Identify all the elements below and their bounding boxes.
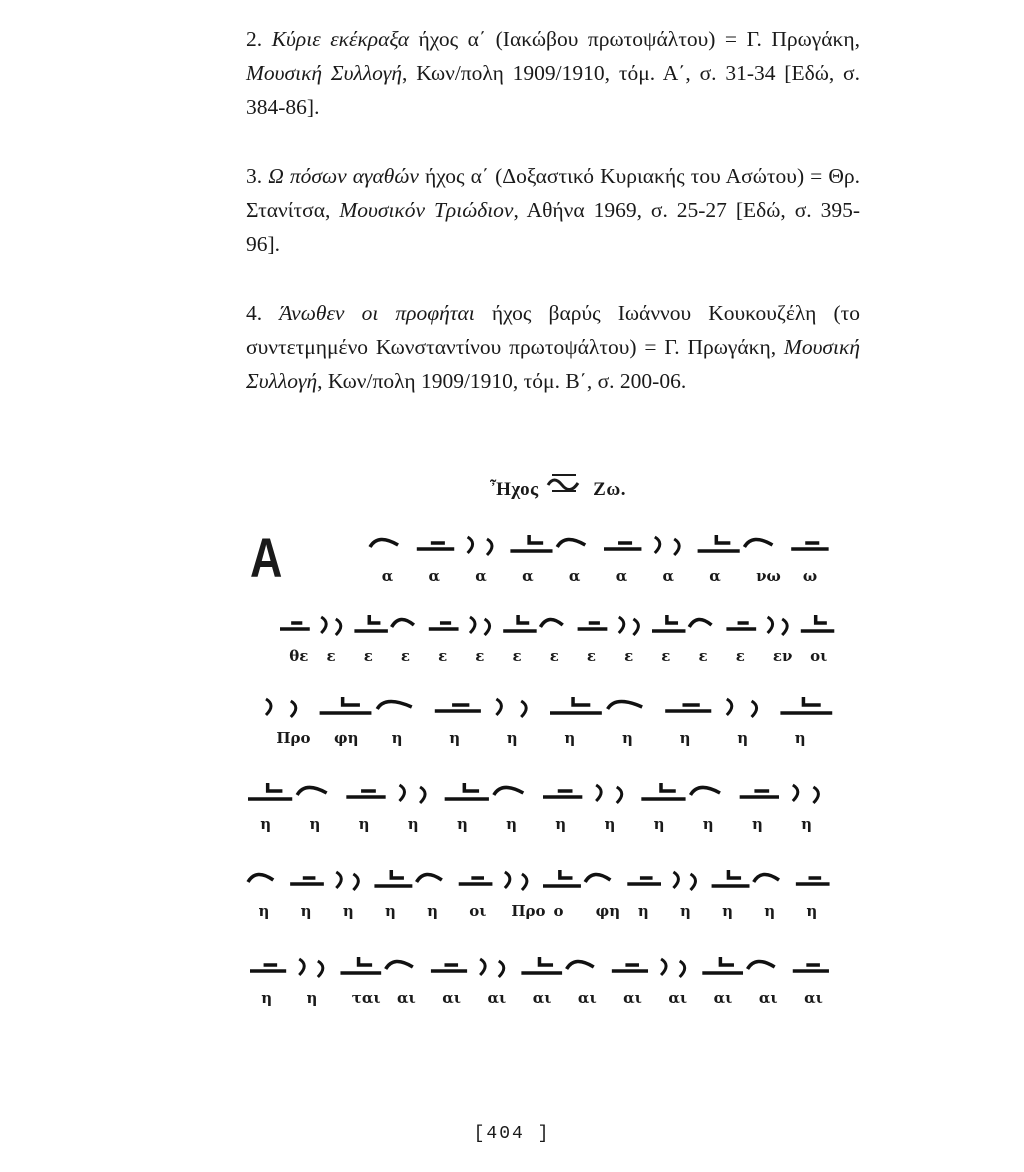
lyric-syllable: αι: [804, 989, 823, 1007]
neume-sign: [727, 699, 757, 717]
neume-sign: [627, 878, 661, 884]
lyric-syllable: ε: [475, 647, 485, 665]
lyric-syllable: η: [342, 902, 354, 920]
neume-sign: [297, 787, 327, 795]
lyric-syllable: η: [622, 729, 633, 747]
initial-letter: Α: [250, 526, 283, 589]
neume-sign: [793, 785, 819, 803]
lyric-syllable: η: [737, 729, 749, 747]
lyric-syllable: η: [679, 729, 691, 747]
lyric-syllable: ε: [586, 647, 597, 665]
lyric-syllable: η: [751, 815, 763, 833]
lyric-syllable: η: [449, 729, 461, 747]
neume-sign: [698, 535, 740, 551]
neume-sign: [445, 783, 489, 799]
neume-sign: [299, 959, 323, 977]
neume-sign: [346, 791, 385, 797]
entry-number: 4.: [246, 301, 263, 325]
neume-sign: [585, 874, 610, 882]
lyric-syllable: ο: [553, 902, 564, 920]
neume-sign: [468, 537, 492, 555]
lyric-syllable: η: [637, 902, 649, 920]
lyric-syllable: α: [709, 567, 721, 585]
byzantine-notation-score: [240, 455, 850, 1075]
lyric-syllable: ε: [438, 647, 448, 665]
neume-sign: [702, 957, 743, 973]
neume-group: [250, 957, 829, 977]
lyric-syllable: η: [564, 729, 576, 747]
neume-sign: [567, 961, 594, 969]
bibliography-entry-3: [246, 159, 860, 261]
neume-sign: [540, 619, 562, 627]
neume-sign: [641, 783, 685, 799]
hymn-title: Ω πόσων αγαθών: [268, 164, 419, 188]
lyric-syllable: οι: [469, 902, 487, 920]
mode-base-note: Ζω.: [593, 479, 626, 500]
neume-sign: [543, 870, 581, 886]
bibliography-entry-4: [246, 296, 860, 398]
lyric-syllable: η: [309, 815, 321, 833]
neume-sign: [250, 965, 286, 971]
neume-group: [248, 783, 818, 803]
neume-sign: [543, 791, 582, 797]
lyric-syllable: αι: [713, 989, 733, 1007]
neume-sign: [470, 617, 490, 635]
lyric-syllable: η: [391, 729, 403, 747]
lyric-syllable: η: [260, 815, 272, 833]
lyric-syllable: αι: [442, 989, 462, 1007]
neume-sign: [791, 543, 828, 549]
neume-sign: [431, 965, 467, 971]
syllable-row: [240, 647, 850, 671]
hymn-title: Άνωθεν οι προφήται: [279, 301, 475, 325]
neume-sign: [510, 535, 552, 551]
neume-sign: [612, 965, 648, 971]
lyric-syllable: αι: [623, 989, 642, 1007]
lyric-syllable: ε: [698, 647, 708, 665]
neume-sign: [596, 785, 622, 803]
neume-sign: [503, 615, 536, 631]
lyric-syllable: α: [381, 567, 394, 585]
entry-text: ήχος βαρύς Ιωάννου Κουκουζέλη (το συντετμημένο Κωνσταντίνου πρωτοψάλτου) = Γ. Πρωγάκη,: [246, 301, 860, 359]
entry-text: ήχος α΄ (Δοξαστικό Κυριακής του Ασώτου) = Θρ. Στανίτσα,: [246, 164, 861, 222]
lyric-syllable: η: [300, 902, 312, 920]
lyric-syllable: η: [702, 815, 714, 833]
neume-group: [280, 615, 834, 635]
lyric-syllable: ε: [512, 647, 522, 665]
neume-sign: [768, 617, 788, 635]
neume-sign: [494, 787, 524, 795]
neume-sign: [417, 874, 442, 882]
lyric-syllable: α: [662, 567, 675, 585]
neume-sign: [248, 783, 292, 799]
neume-sign: [280, 623, 310, 629]
neume-sign: [619, 617, 639, 635]
neume-sign: [417, 543, 454, 549]
page-number: [404 ]: [473, 1124, 551, 1144]
lyric-syllable: ω: [802, 567, 818, 585]
syllable-row: [240, 729, 850, 753]
neume-sign: [386, 961, 413, 969]
lyric-syllable: οι: [810, 647, 828, 665]
neume-sign: [435, 705, 481, 711]
neume-staff: [240, 455, 850, 1075]
neume-sign: [673, 872, 695, 890]
neume-sign: [740, 791, 779, 797]
neume-sign: [248, 874, 273, 882]
lyric-syllable: ε: [400, 647, 411, 665]
lyric-syllable: η: [653, 815, 665, 833]
neume-sign: [377, 701, 412, 709]
neume-sign: [604, 543, 641, 549]
lyric-syllable: α: [568, 567, 581, 585]
lyric-syllable: φη: [334, 729, 359, 747]
lyric-syllable: φη: [595, 902, 621, 920]
book-title: Μουσική Συλλογή: [246, 335, 860, 393]
lyric-syllable: α: [615, 567, 628, 585]
lyric-syllable: η: [358, 815, 370, 833]
lyric-syllable: α: [475, 567, 487, 585]
neume-group: [370, 535, 829, 555]
neume-sign: [726, 623, 756, 629]
lyric-syllable: αι: [397, 989, 416, 1007]
neume-sign: [370, 539, 398, 547]
neume-sign: [744, 539, 772, 547]
lyric-syllable: η: [384, 902, 396, 920]
entry-citation: , Αθήνα 1969, σ. 25-27 [Εδώ, σ. 395-96].: [246, 198, 860, 256]
syllable-row: [240, 902, 850, 926]
entry-citation: , Κων/πολη 1909/1910, τόμ. Α΄, σ. 31-34 [Εδώ, σ. 384-86].: [246, 61, 860, 119]
lyric-syllable: η: [555, 815, 567, 833]
neume-sign: [652, 615, 685, 631]
entry-number: 3.: [246, 164, 263, 188]
lyric-syllable: α: [428, 567, 441, 585]
neume-sign: [340, 957, 381, 973]
lyric-syllable: αι: [487, 989, 507, 1007]
neume-sign: [459, 878, 493, 884]
hymn-title: Κύριε εκέκραξα: [271, 27, 409, 51]
neume-sign: [392, 619, 414, 627]
neume-sign: [400, 785, 426, 803]
neume-sign: [521, 957, 562, 973]
lyric-syllable: αι: [577, 989, 597, 1007]
lyric-syllable: η: [306, 989, 318, 1007]
mode-label: Ἦχος: [490, 479, 539, 500]
lyric-syllable: Προ: [511, 902, 546, 920]
neume-sign: [754, 874, 779, 882]
lyric-syllable: ται: [351, 989, 381, 1007]
neume-sign: [748, 961, 775, 969]
entry-text: ήχος α΄ (Ιακώβου πρωτοψάλτου) = Γ. Πρωγάκη,: [409, 27, 861, 51]
neume-group: [266, 697, 832, 717]
lyric-syllable: αι: [758, 989, 778, 1007]
lyric-syllable: η: [764, 902, 776, 920]
lyric-syllable: η: [604, 815, 616, 833]
neume-sign: [691, 787, 721, 795]
syllable-row: [240, 567, 850, 591]
lyric-syllable: η: [506, 729, 518, 747]
bibliography-entry-2: [246, 22, 860, 124]
neume-sign: [608, 701, 643, 709]
neume-sign: [336, 872, 358, 890]
neume-sign: [354, 615, 387, 631]
neume-sign: [665, 705, 711, 711]
lyric-syllable: ε: [363, 647, 373, 665]
syllable-row: [240, 989, 850, 1013]
lyric-syllable: ε: [735, 647, 745, 665]
lyric-syllable: ε: [624, 647, 634, 665]
lyric-syllable: η: [258, 902, 270, 920]
neume-sign: [480, 959, 504, 977]
neume-group: [248, 870, 830, 890]
neume-sign: [712, 870, 750, 886]
book-title: Μουσική Συλλογή: [246, 61, 403, 85]
lyric-syllable: η: [506, 815, 518, 833]
neume-sign: [661, 959, 685, 977]
lyric-syllable: αι: [668, 989, 688, 1007]
lyric-syllable: αι: [532, 989, 552, 1007]
neume-sign: [578, 623, 608, 629]
lyric-syllable: η: [806, 902, 818, 920]
neume-sign: [505, 872, 527, 890]
lyric-syllable: η: [801, 815, 813, 833]
lyric-syllable: η: [261, 989, 273, 1007]
neume-sign: [321, 617, 341, 635]
neume-sign: [557, 539, 585, 547]
neume-sign: [290, 878, 324, 884]
neume-sign: [796, 878, 830, 884]
entry-number: 2.: [246, 27, 263, 51]
lyric-syllable: α: [522, 567, 534, 585]
entry-citation: , Κων/πολη 1909/1910, τόμ. Β΄, σ. 200-06.: [317, 369, 687, 393]
neume-sign: [780, 697, 832, 713]
neume-sign: [266, 699, 296, 717]
lyric-syllable: η: [794, 729, 806, 747]
lyric-syllable: Προ: [276, 729, 311, 747]
neume-sign: [550, 697, 602, 713]
syllable-row: [240, 815, 850, 839]
lyric-syllable: η: [427, 902, 438, 920]
lyric-syllable: εν: [772, 647, 793, 665]
lyric-syllable: η: [722, 902, 733, 920]
lyric-syllable: η: [407, 815, 419, 833]
lyric-syllable: νω: [756, 567, 781, 585]
neume-sign: [320, 697, 372, 713]
neume-sign: [689, 619, 711, 627]
lyric-syllable: ε: [661, 647, 671, 665]
neume-sign: [793, 965, 829, 971]
lyric-syllable: ε: [549, 647, 559, 665]
lyric-syllable: θε: [289, 647, 309, 665]
neume-sign: [429, 623, 459, 629]
lyric-syllable: η: [679, 902, 691, 920]
neume-sign: [496, 699, 526, 717]
neume-sign: [801, 615, 834, 631]
book-title: Μουσικόν Τριώδιον: [339, 198, 514, 222]
neume-sign: [655, 537, 679, 555]
lyric-syllable: η: [456, 815, 468, 833]
lyric-syllable: ε: [326, 647, 336, 665]
neume-sign: [374, 870, 412, 886]
